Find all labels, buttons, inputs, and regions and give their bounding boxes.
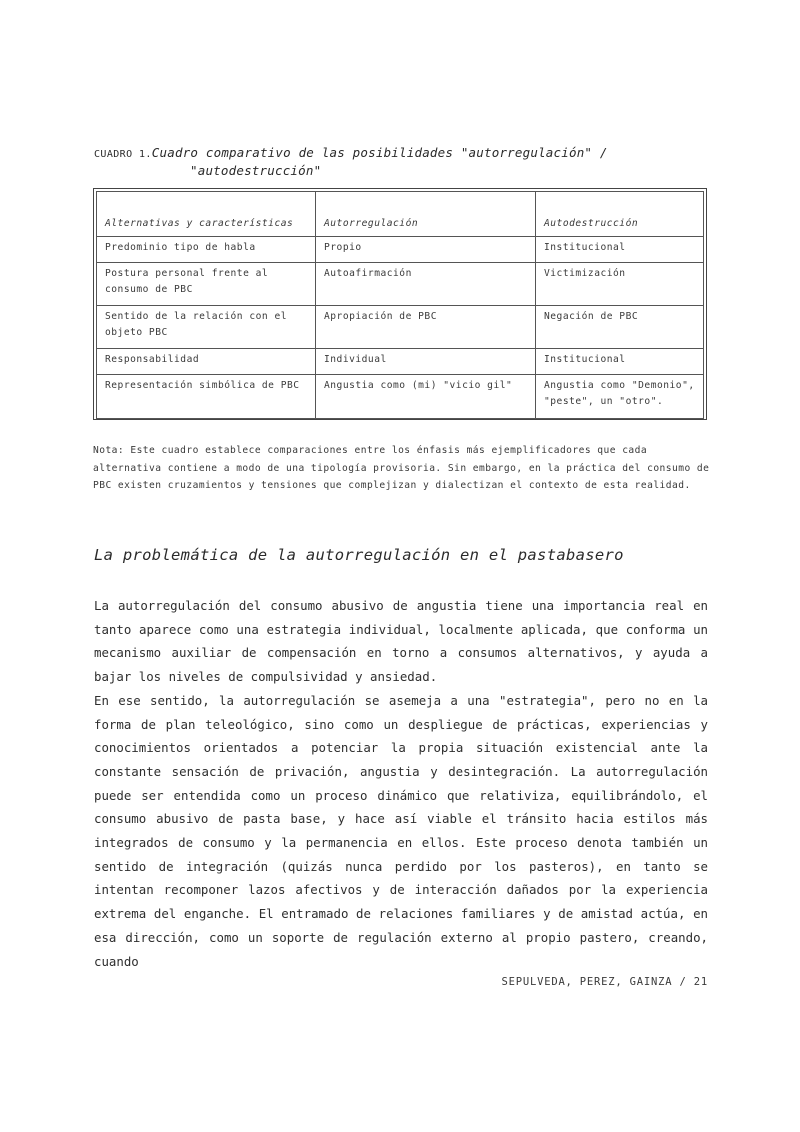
table-cell: Victimización [536,263,704,306]
table-cell: Negación de PBC [536,306,704,349]
table-cell: Angustia como (mi) "vicio gil" [316,375,536,419]
table-cell: Sentido de la relación con el objeto PBC [97,306,316,349]
table-cell: Angustia como "Demonio", "peste", un "otro". [536,375,704,419]
caption-label: CUADRO 1. [94,149,152,160]
table-row [97,349,704,375]
table-header-cell: Autorregulación [316,192,536,237]
table-cell: Individual [316,349,536,375]
page-footer: SEPULVEDA, PEREZ, GAINZA / 21 [501,976,708,988]
table-cell: Institucional [536,349,704,375]
caption-title: Cuadro comparativo de las posibilidades "autorregulación" / [151,145,608,160]
table-header-row [97,192,704,237]
paragraph: La autorregulación del consumo abusivo de angustia tiene una importancia real en tanto aparece como una estrategia individual, localmente aplicada, que conforma un mecanismo auxiliar de compensación en torno a consumos alternativos, y ayuda a bajar los niveles de compulsividad y ansiedad. [94,598,708,685]
table-cell: Autoafirmación [316,263,536,306]
table-cell: Propio [316,237,536,263]
table-row [97,263,704,306]
table-header-cell: Autodestrucción [536,192,704,237]
table-note: Nota: Este cuadro establece comparaciones entre los énfasis más ejemplificadores que cada alternativa contiene a modo de una tipología provisoria. Sin embargo, en la práctica del consumo de PBC existen cruzamientos y tensiones que complejizan y dialectizan el contexto de esta realidad. [93,445,710,491]
table-row [97,375,704,419]
comparison-table [93,188,707,420]
table-cell: Institucional [536,237,704,263]
table-cell: Representación simbólica de PBC [97,375,316,419]
paragraph: En ese sentido, la autorregulación se asemeja a una "estrategia", pero no en la forma de plan teleológico, sino como un despliegue de prácticas, experiencias y conocimientos orientados a potenciar la propia situación existencial ante la constante sensación de privación, angustia y desintegración. La autorregulación puede ser entendida como un proceso dinámico que relativiza, equilibrándolo, el consumo abusivo de pasta base, y hace así viable el tránsito hacia estilos más integrados de consumo y la permanencia en ellos. Este proceso denota también un sentido de integración (quizás nunca perdido por los pasteros), en tanto se intentan recomponer lazos afectivos y de interacción dañados por la experiencia extrema del enganche. El entramado de relaciones familiares y de amistad actúa, en esa dirección, como un soporte de regulación externo al propio pastero, creando, cuando [94,692,708,969]
caption-title-continued: "autodestrucción" [190,163,322,178]
table-header-cell: Alternativas y características [97,192,316,237]
body-text [94,594,708,973]
table-cell: Postura personal frente al consumo de PBC [97,263,316,306]
table-caption [94,145,714,179]
section-heading: La problemática de la autorregulación en el pastabasero [94,546,624,564]
table-row [97,237,704,263]
table-row [97,306,704,349]
table-cell: Predominio tipo de habla [97,237,316,263]
table-cell: Responsabilidad [97,349,316,375]
table-cell: Apropiación de PBC [316,306,536,349]
